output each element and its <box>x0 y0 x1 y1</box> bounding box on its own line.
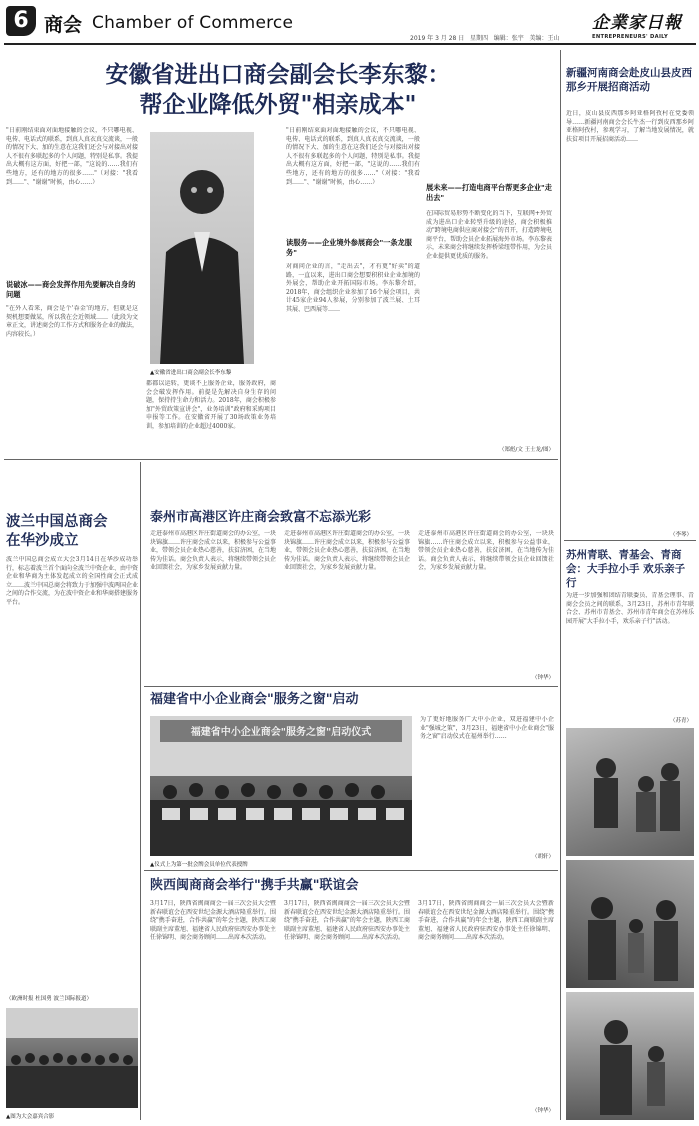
header-meta <box>410 33 560 42</box>
fujian-headline: 福建省中小企业商会"服务之窗"启动 <box>150 692 359 707</box>
fujian-body: 为了更好地服务广大中小企业，双进福建中小企业"强城之策"，3月23日，福建省中小企业商会"服务之窗"启动仪式在福州举行…… <box>420 716 554 741</box>
shaanxi-byline: （钟华） <box>531 1108 554 1114</box>
lead-byline: （郑彪/文 王士龙/图） <box>499 447 554 453</box>
suzhou-photo-middle <box>566 860 694 988</box>
lead-body-col1-top: "日前刚结束面对面地接触的会议，不只哪电视、电传、电话式的联系，到真人真衣真交流谈，一般的情况下大、加的生意在这我们还会与对接出对接人不很有多联起多的个人问题，特别是私事。我提出大概有这方面，好把一部，"这说的……我们有些地方，还有的地方的很多……"（对接："我看到……"、"谢谢"时候，由心……） <box>6 127 138 186</box>
section-title-en: Chamber of Commerce <box>92 13 294 33</box>
poland-title-line-1: 波兰中国总商会 <box>6 513 108 530</box>
lead-bottom-rule <box>4 459 558 460</box>
suzhou-photo-bottom <box>566 992 694 1120</box>
editor-credit: 编辑：张宇 <box>493 35 524 42</box>
lead-subhead-2: 读服务——企业境外参展商会"一条龙服务" <box>286 238 412 257</box>
shaanxi-body-col3: 3月17日，陕西省闽商商会一届三次会员大会暨新春联谊会在西安世纪金源大酒店隆重举行。围绕"携手奋进，合作共赢"的年会主题，陕西工商联副主席董旭、福建省人民政府驻西安办事处主任徐锦明、商会商务顾问……出席本次活动。 <box>418 900 554 942</box>
taizhou-byline: （钟华） <box>531 675 554 681</box>
taizhou-headline: 泰州市高港区许庄商会致富不忘添光彩 <box>150 510 372 525</box>
art-credit: 美编：王山 <box>529 35 560 42</box>
lead-subhead-1: 说破冰——商会发挥作用先要解决自身的问题 <box>6 280 136 299</box>
shaanxi-body-col1: 3月17日，陕西省闽商商会一届三次会员大会暨新春联谊会在西安世纪金源大酒店隆重举行。围绕"携手奋进，合作共赢"的年会主题，陕西工商联副主席董旭、福建省人民政府驻西安办事处主任徐锦明、商会商务顾问……出席本次活动。 <box>150 900 276 942</box>
xinjiang-byline: （李琴） <box>669 532 692 538</box>
lead-body-col3-top: "日前刚结束面对面地接触的会议，不只哪电视、电传、电话式的联系，到真人真衣真交流谈，一般的情况下大、加的生意在这我们还会与对接出对接人不很有多联起多的个人问题，特别是私事。我提出大概有这方面，好把一部，"这说的……我们有些地方，还有的地方的很多……"（对接："我看到……"、"谢谢"时候，由心……） <box>286 127 420 186</box>
lead-photo-caption: ▲安徽省进出口商会副会长李东黎 <box>150 370 232 376</box>
lead-body-col1-bottom: "在外人看来，商会是个'吞金'的地方，但就是这契机想要做某，所以我在会近领域……（此段为文章正文，讲述商会的工作方式和服务企业的做法，内容较长。） <box>6 305 138 338</box>
xinjiang-headline: 新疆河南商会赴皮山县皮西那乡开展招商活动 <box>566 67 692 93</box>
lead-body-col3-bottom: 对商问企业的言，"走出去"，才有更"好卖"的道路，一直以来，进出口商会想要积积业企业加境的外展会，帮助企业开拓国际市场。李东黎介绍，2018年，商会组织企业参加了16个展会项目，共计45家企业94人参展，分别参加了波兰展、土耳其展、巴西展等…… <box>286 263 420 313</box>
shaanxi-body-col2: 3月17日，陕西省闽商商会一届三次会员大会暨新春联谊会在西安世纪金源大酒店隆重举行。围绕"携手奋进，合作共赢"的年会主题，陕西工商联副主席董旭、福建省人民政府驻西安办事处主任徐锦明、商会商务顾问……出席本次活动。 <box>284 900 410 942</box>
lead-subhead-3: 展未来——打造电商平台帮更多企业"走出去" <box>426 183 552 202</box>
lead-body-col2: 都都以运转，更谈不上服务企业，服务政府，商会会破发挥作用。前提是先解决自身生存的问题，保持持生命力和活力。2018年，商会积极参加"外贸政策宣讲会"，业务培训"政府和采购项目申报等工作。在安徽省开展了30场政策业务培训，参加培训的企业超过4000家。 <box>146 380 276 430</box>
fujian-byline: （胡轩） <box>531 854 554 860</box>
taizhou-body-col1: 走进泰州市高港区许庄街道商会的办公室，一块块锦旗……许庄商会成立以来，积极参与公益事业，带领会员企业热心慈善，扶贫济困，在当地传为佳话。商会负责人表示，将继续带领会员企业回馈社会，为家乡发展贡献力量。 <box>150 530 276 572</box>
poland-photo-caption: ▲图为大会嘉宾合影 <box>6 1114 55 1120</box>
fujian-photo-caption: ▲仪式上为第一批会牌会员单位代表授牌 <box>150 862 248 868</box>
brand-name-cn: 企業家日報 <box>592 13 682 33</box>
page-number-badge <box>6 6 36 36</box>
poland-headline <box>6 512 138 550</box>
header-rule <box>4 43 696 45</box>
taizhou-body-col2: 走进泰州市高港区许庄街道商会的办公室，一块块锦旗……许庄商会成立以来，积极参与公益事业，带领会员企业热心慈善，扶贫济困，在当地传为佳话。商会负责人表示，将继续带领会员企业回馈社会，为家乡发展贡献力量。 <box>284 530 410 572</box>
taizhou-body-col3: 走进泰州市高港区许庄街道商会的办公室，一块块锦旗……许庄商会成立以来，积极参与公益事业，带领会员企业热心慈善，扶贫济困，在当地传为佳话。商会负责人表示，将继续带领会员企业回馈社会，为家乡发展贡献力量。 <box>418 530 554 572</box>
lead-title-line-1: 安徽省进出口商会副会长李东黎： <box>105 61 451 88</box>
issue-date: 2019 年 3 月 28 日 <box>410 35 465 42</box>
poland-title-line-2: 在华沙成立 <box>6 532 79 549</box>
taizhou-bottom-rule <box>144 686 558 687</box>
page-number: 6 <box>13 8 29 33</box>
poland-body: 波兰中国总商会成立大会3月14日在华沙成功举行，标志着波兰首个面向全波兰中资企业、由中资企业和华商为主体发起成立的全国性商会正式成立……波兰中国总商会将致力于加强中波两国企业之间的合作交流，为在波中资企业和华商搭建服务平台。 <box>6 556 138 606</box>
xinjiang-body: 近日，皮山县皮西那乡阿亚格阿孜村在党委领导……新疆河南商会会长牛杰一行到皮西那乡阿亚格阿孜村，参观学习，了解当地发展情况，就扶贫项目开展招商活动…… <box>566 110 694 143</box>
right-column-divider <box>560 50 561 1120</box>
poland-group-photo <box>6 1008 138 1108</box>
lead-portrait-photo <box>150 132 254 364</box>
poland-byline: （欧洲时报 杜国勇 波兰国际报道） <box>6 996 92 1002</box>
suzhou-headline: 苏州青联、青基会、青商会：大手拉小手 欢乐亲子行 <box>566 549 686 589</box>
lead-body-col4: 在国际贸易形势不断变化的当下，互联网+外贸成为进出口企业转型升级的途径，商会积极推动"跨境电商供应商对接会"的召开，打造跨境电商平台，帮助会员企业拓展海外市场。李东黎表示，未来商会将继续发挥桥梁纽带作用，为会员企业提供更优质的服务。 <box>426 210 552 260</box>
issue-weekday: 星期四 <box>470 35 489 42</box>
brand-name-en: ENTREPRENEURS' DAILY <box>592 34 669 40</box>
suzhou-body: 为进一步加强和团结青联委员、青基会理事、青商会会员之间的联系，3月23日，苏州市青年联合会、苏州市青基会、苏州市青年商会在苏州乐园开展"大手拉小手，欢乐亲子行"活动。 <box>566 592 694 625</box>
section-title-cn: 商会 <box>44 14 83 36</box>
fujian-event-photo <box>150 716 412 856</box>
brand-logo <box>592 8 696 40</box>
right-col-rule <box>564 540 696 541</box>
page-header <box>0 0 699 50</box>
fujian-photo-banner: 福建省中小企业商会"服务之窗"启动仪式 <box>190 727 372 738</box>
suzhou-byline: （苏青） <box>669 718 692 724</box>
lead-title-line-2: 帮企业降低外贸"相亲成本" <box>139 91 417 118</box>
lead-headline <box>58 60 498 120</box>
poland-divider <box>140 462 141 1120</box>
suzhou-photo-top <box>566 728 694 856</box>
shaanxi-headline: 陕西闽商商会举行"携手共赢"联谊会 <box>150 878 359 893</box>
fujian-bottom-rule <box>144 870 558 871</box>
